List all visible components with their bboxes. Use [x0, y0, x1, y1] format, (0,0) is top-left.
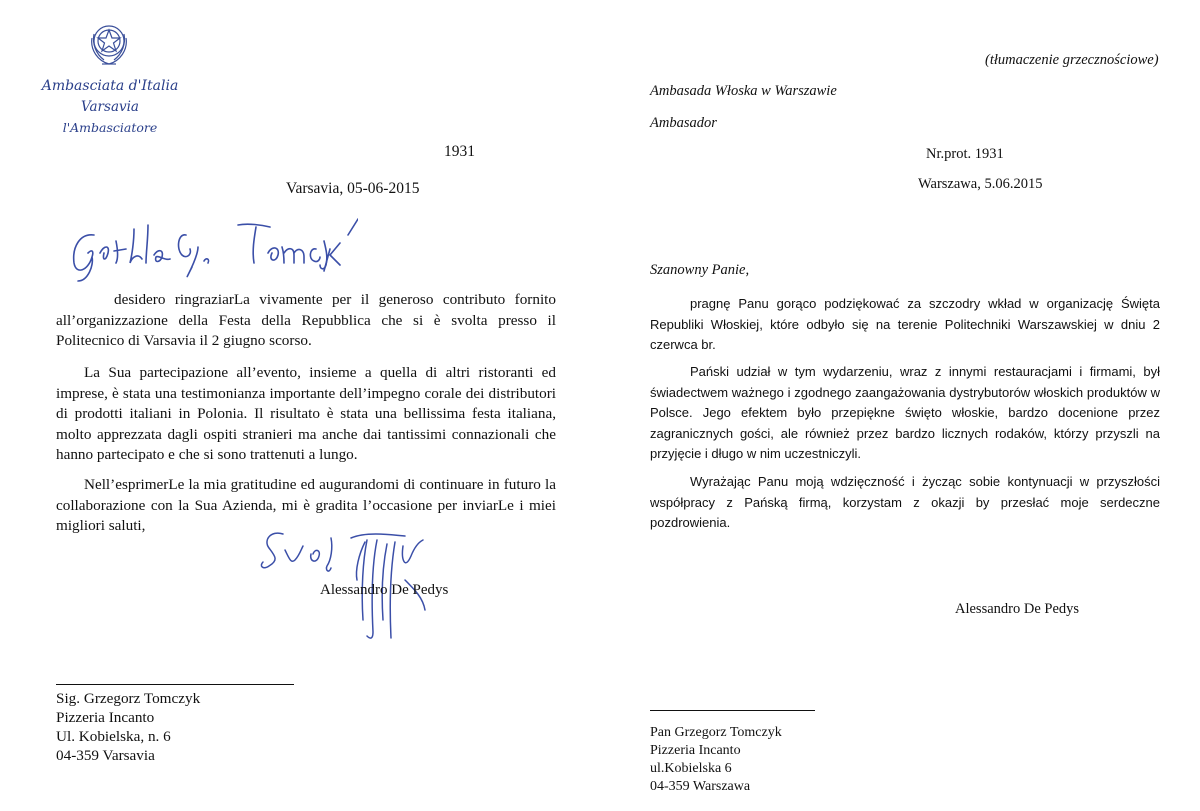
recipient-name-pl: Pan Grzegorz Tomczyk	[650, 725, 782, 740]
protocol-number-pl: Nr.prot. 1931	[926, 146, 1004, 162]
signature-name-pl: Alessandro De Pedys	[955, 601, 1080, 617]
address-divider	[56, 684, 294, 685]
address-divider-pl	[650, 710, 815, 711]
place-date: Varsavia, 05-06-2015	[286, 180, 420, 197]
sender-title: Ambasador	[650, 115, 717, 131]
protocol-number: 1931	[444, 143, 475, 160]
recipient-address-pl	[650, 724, 782, 796]
paragraph-pl-2: Pański udział w tym wydarzeniu, wraz z innymi restauracjami i firmami, był świadectwem ważnego i zgodnego zaangażowania dystrybutorów włoskich produktów w Polsce. Jego efektem było przepiękne święto włoskie, bardzo docenione przez zagranicznych gości, ale również przez bardzo licznych rodaków, którzy przyszli na przyjęcie i długo w nim uczestniczyli.	[650, 364, 1160, 461]
letterhead-title: l'Ambasciatore	[62, 120, 158, 135]
recipient-city-pl: 04-359 Warszawa	[650, 779, 751, 794]
paragraph-2: La Sua partecipazione all’evento, insieme a quella di altri ristoranti ed imprese, è stata una testimonianza importante dell’impegno corale dei distributori di prodotti italiani in Polonia. Il risultato è stata una bellissima festa italiana, molto apprezzata dagli ospiti stranieri ma anche dai tantissimi connazionali che hanno partecipato e che si sono trattenuti a lungo.	[56, 364, 556, 463]
recipient-address	[56, 689, 200, 765]
italian-republic-emblem-icon	[84, 16, 134, 70]
salutation-pl: Szanowny Panie,	[650, 262, 750, 278]
letterhead-city: Varsavia	[81, 99, 139, 115]
paragraph-1: desidero ringraziarLa vivamente per il generoso contributo fornito all’organizzazione della Festa della Repubblica che si è svolta presso il Politecnico di Varsavia il 2 giugno scorso.	[56, 291, 556, 349]
polish-translation-letter	[600, 0, 1200, 811]
signature-name: Alessandro De Pedys	[320, 582, 449, 598]
sender-name: Ambasada Włoska w Warszawie	[650, 83, 837, 99]
translation-note: (tłumaczenie grzecznościowe)	[985, 52, 1159, 68]
paragraph-pl-1: pragnę Panu gorąco podziękować za szczodry wkład w organizację Święta Republiki Włoskiej, które odbyło się na terenie Politechniki Warszawskiej w dniu 2 czerwca br.	[650, 296, 1160, 352]
place-date-pl: Warszawa, 5.06.2015	[918, 176, 1043, 192]
recipient-city: 04-359 Varsavia	[56, 747, 155, 764]
recipient-street: Ul. Kobielska, n. 6	[56, 728, 171, 745]
paragraph-3: Nell’esprimerLe la mia gratitudine ed augurandomi di continuare in futuro la collaborazione con la Sua Azienda, mi è gradita l’occasione per inviarLe i miei migliori saluti,	[56, 476, 556, 534]
recipient-street-pl: ul.Kobielska 6	[650, 761, 732, 776]
recipient-business: Pizzeria Incanto	[56, 709, 155, 726]
letterhead-embassy: Ambasciata d'Italia	[41, 78, 179, 94]
recipient-name: Sig. Grzegorz Tomczyk	[56, 690, 201, 707]
recipient-business-pl: Pizzeria Incanto	[650, 743, 741, 758]
handwritten-salutation	[58, 205, 358, 285]
paragraph-pl-3: Wyrażając Panu moją wdzięczność i życząc sobie kontynuacji w przyszłości współpracy z Pańską firmą, korzystam z okazji by przesłać moje serdeczne pozdrowienia.	[650, 474, 1160, 530]
